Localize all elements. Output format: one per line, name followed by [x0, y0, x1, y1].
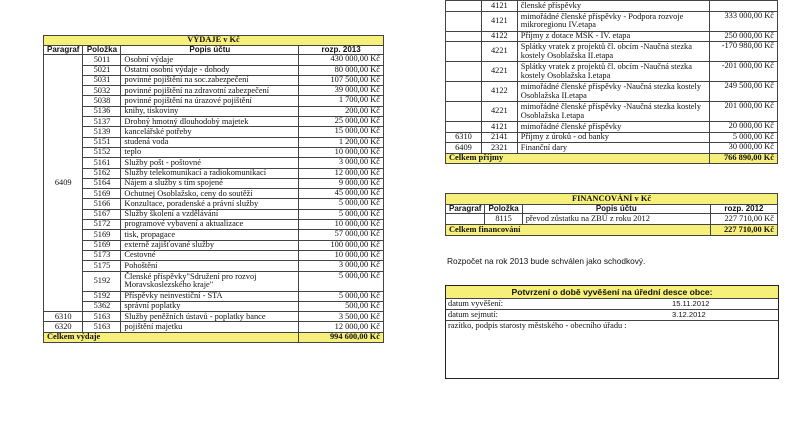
- table-row: [44, 291, 384, 301]
- expenses-total-label: Celkem výdaje: [44, 332, 299, 342]
- popis-cell: Služby peněžních ústavů - poplatky bance: [121, 312, 299, 322]
- popis-cell: Splátky vratek z projektů čl. obcím -Naučná stezka kostely Osoblažska I.etapa: [517, 62, 709, 82]
- popis-cell: programové vybavení a aktualizace: [121, 220, 299, 230]
- popis-cell: povinné pojištění na úrazové pojištění: [121, 96, 299, 106]
- popis-cell: Příjmy z úroků - od banky: [517, 132, 709, 143]
- castka-cell: 1 200,00 Kč: [299, 137, 384, 147]
- paragraf-cell: [446, 122, 482, 133]
- table-row: [44, 178, 384, 188]
- polozka-cell: 5163: [83, 312, 121, 322]
- polozka-cell: 2141: [481, 132, 517, 143]
- popis-cell: Služby telekomunikací a radiokomunikací: [121, 168, 299, 178]
- table-row: [44, 65, 384, 75]
- polozka-cell: 5137: [83, 117, 121, 127]
- castka-cell: 3 000,00 Kč: [299, 261, 384, 271]
- castka-cell: 3 000,00 Kč: [299, 158, 384, 168]
- castka-cell: 1 700,00 Kč: [299, 96, 384, 106]
- table-row: [446, 143, 778, 154]
- table-row: [446, 31, 778, 42]
- popis-cell: Ochutnej Osoblažsko, ceny do soutěží: [121, 189, 299, 199]
- table-row: [44, 322, 384, 332]
- polozka-cell: 5192: [83, 291, 121, 301]
- posting-date-posted: [446, 299, 778, 310]
- table-row: [446, 62, 778, 82]
- castka-cell: 15 000,00 Kč: [299, 127, 384, 137]
- polozka-cell: 5032: [83, 86, 121, 96]
- popis-cell: Nájem a služby s tím spojené: [121, 178, 299, 188]
- castka-cell: [710, 1, 778, 12]
- popis-cell: povinné pojištění na zdravotní zabezpečení: [121, 86, 299, 96]
- polozka-cell: 5167: [83, 209, 121, 219]
- polozka-cell: 4121: [481, 11, 517, 31]
- castka-cell: 200,00 Kč: [299, 106, 384, 116]
- posting-signature: [446, 321, 778, 331]
- polozka-cell: 4221: [481, 102, 517, 122]
- polozka-cell: 5166: [83, 199, 121, 209]
- financing-title: FINANCOVÁNÍ v Kč: [446, 194, 778, 205]
- castka-cell: 5 000,00 Kč: [710, 132, 778, 143]
- castka-cell: 430 000,00 Kč: [299, 55, 384, 65]
- table-row: [44, 250, 384, 260]
- castka-cell: -170 980,00 Kč: [710, 42, 778, 62]
- fin-paragraf: [446, 214, 485, 225]
- paragraf-cell: [446, 11, 482, 31]
- paragraf-cell: [446, 82, 482, 102]
- castka-cell: 5 000,00 Kč: [299, 199, 384, 209]
- table-row: [446, 122, 778, 133]
- popis-cell: Cestovné: [121, 250, 299, 260]
- popis-cell: Ostatní osobní výdaje - dohody: [121, 65, 299, 75]
- table-row: [44, 220, 384, 230]
- popis-cell: správní poplatky: [121, 301, 299, 311]
- castka-cell: 25 000,00 Kč: [299, 117, 384, 127]
- popis-cell: Splátky vratek z projektů čl. obcím -Naučná stezka kostely Osoblažska II.etapa: [517, 42, 709, 62]
- castka-cell: 100 000,00 Kč: [299, 240, 384, 250]
- popis-cell: mimořádné členské příspěvky -Naučná stezka kostely Osoblažska I.etapa: [517, 102, 709, 122]
- popis-cell: povinné pojištění na soc.zabezpečení: [121, 75, 299, 85]
- expenses-rows: [44, 55, 384, 332]
- paragraf-cell: 6409: [446, 143, 482, 154]
- popis-cell: mimořádné členské příspěvky: [517, 122, 709, 133]
- income-rows: [446, 1, 778, 154]
- polozka-cell: 5162: [83, 168, 121, 178]
- fin-popis: převod zůstatku na ZBÚ z roku 2012: [522, 214, 710, 225]
- table-row: [44, 189, 384, 199]
- fin-header-polozka: Položka: [485, 205, 522, 214]
- expenses-table: [43, 35, 384, 343]
- castka-cell: 80 000,00 Kč: [299, 65, 384, 75]
- castka-cell: 249 500,00 Kč: [710, 82, 778, 102]
- polozka-cell: 4221: [481, 62, 517, 82]
- castka-cell: -201 000,00 Kč: [710, 62, 778, 82]
- popis-cell: knihy, tiskoviny: [121, 106, 299, 116]
- popis-cell: Osobní výdaje: [121, 55, 299, 65]
- table-row: [44, 209, 384, 219]
- castka-cell: 5 000,00 Kč: [299, 209, 384, 219]
- table-row: [44, 168, 384, 178]
- castka-cell: 333 000,00 Kč: [710, 11, 778, 31]
- castka-cell: 20 000,00 Kč: [710, 122, 778, 133]
- polozka-cell: 5164: [83, 178, 121, 188]
- fin-header-popis: Popis účtu: [522, 205, 710, 214]
- removed-label: datum sejmutí:: [448, 310, 499, 319]
- table-row: [44, 106, 384, 116]
- financing-total-value: 227 710,00 Kč: [710, 225, 777, 236]
- table-row: [446, 132, 778, 143]
- popis-cell: Služby školení a vzdělávání: [121, 209, 299, 219]
- expenses-total-value: 994 600,00 Kč: [299, 332, 384, 342]
- popis-cell: externě zajišťované služby: [121, 240, 299, 250]
- paragraf-cell: [446, 1, 482, 12]
- castka-cell: 45 000,00 Kč: [299, 189, 384, 199]
- popis-cell: Drobný hmotný dlouhodobý majetek: [121, 117, 299, 127]
- polozka-cell: 4221: [481, 42, 517, 62]
- signature-label: razítko, podpis starosty městského - obecního úřadu :: [448, 321, 627, 330]
- polozka-cell: 5169: [83, 189, 121, 199]
- table-row: [44, 158, 384, 168]
- popis-cell: Příspěvky neinvestiční - STA: [121, 291, 299, 301]
- table-row: [44, 86, 384, 96]
- table-row: [44, 55, 384, 65]
- table-row: [44, 312, 384, 322]
- header-paragraf: Paragraf: [44, 46, 83, 55]
- polozka-cell: 5136: [83, 106, 121, 116]
- polozka-cell: 5169: [83, 240, 121, 250]
- polozka-cell: 5192: [83, 271, 121, 291]
- table-row: [44, 117, 384, 127]
- income-total-value: 766 890,00 Kč: [710, 153, 778, 164]
- paragraf-cell: [446, 62, 482, 82]
- posting-title: Potvrzení o době vyvěšení na úřední desce obce:: [446, 286, 778, 299]
- polozka-cell: 5173: [83, 250, 121, 260]
- polozka-cell: 5011: [83, 55, 121, 65]
- table-row: [446, 214, 778, 225]
- posted-value: 15.11.2012: [672, 299, 710, 308]
- popis-cell: Příjmy z dotace MSK - IV. etapa: [517, 31, 709, 42]
- popis-cell: mimořádné členské příspěvky - Podpora rozvoje mikroregionu IV.etapa: [517, 11, 709, 31]
- table-row: [44, 96, 384, 106]
- table-row: [44, 240, 384, 250]
- polozka-cell: 5021: [83, 65, 121, 75]
- popis-cell: mimořádné členské příspěvky -Naučná stezka kostely Osoblažska II.etapa: [517, 82, 709, 102]
- polozka-cell: 5175: [83, 261, 121, 271]
- polozka-cell: 4122: [481, 31, 517, 42]
- castka-cell: 10 000,00 Kč: [299, 250, 384, 260]
- posting-date-removed: [446, 310, 778, 321]
- income-total-label: Celkem příjmy: [446, 153, 710, 164]
- castka-cell: 10 000,00 Kč: [299, 147, 384, 157]
- table-row: [44, 75, 384, 85]
- popis-cell: studená voda: [121, 137, 299, 147]
- castka-cell: 12 000,00 Kč: [299, 168, 384, 178]
- polozka-cell: 5139: [83, 127, 121, 137]
- fin-header-rozp: rozp. 2012: [710, 205, 777, 214]
- popis-cell: tisk, propagace: [121, 230, 299, 240]
- table-row: [44, 230, 384, 240]
- polozka-cell: 5151: [83, 137, 121, 147]
- table-row: [44, 261, 384, 271]
- removed-value: 3.12.2012: [672, 310, 706, 319]
- table-row: [44, 147, 384, 157]
- castka-cell: 10 000,00 Kč: [299, 220, 384, 230]
- castka-cell: 3 500,00 Kč: [299, 312, 384, 322]
- popis-cell: Služby pošt - poštovné: [121, 158, 299, 168]
- polozka-cell: 5169: [83, 230, 121, 240]
- castka-cell: 107 500,00 Kč: [299, 75, 384, 85]
- castka-cell: 500,00 Kč: [299, 301, 384, 311]
- popis-cell: kancelářské potřeby: [121, 127, 299, 137]
- polozka-cell: 2321: [481, 143, 517, 154]
- polozka-cell: 5031: [83, 75, 121, 85]
- castka-cell: 57 000,00 Kč: [299, 230, 384, 240]
- paragraf-cell: 6320: [44, 322, 83, 332]
- polozka-cell: 4122: [481, 82, 517, 102]
- table-row: [44, 127, 384, 137]
- table-row: [446, 42, 778, 62]
- popis-cell: Pohoštění: [121, 261, 299, 271]
- header-polozka: Položka: [83, 46, 121, 55]
- income-table: [445, 0, 778, 164]
- paragraf-cell: [446, 102, 482, 122]
- posted-label: datum vyvěšení:: [448, 299, 504, 308]
- castka-cell: 9 000,00 Kč: [299, 178, 384, 188]
- polozka-cell: 4121: [481, 1, 517, 12]
- castka-cell: 250 000,00 Kč: [710, 31, 778, 42]
- castka-cell: 30 000,00 Kč: [710, 143, 778, 154]
- polozka-cell: 5152: [83, 147, 121, 157]
- paragraf-cell: [446, 31, 482, 42]
- popis-cell: teplo: [121, 147, 299, 157]
- popis-cell: Finanční dary: [517, 143, 709, 154]
- deficit-note: Rozpočet na rok 2013 bude schválen jako schodkový.: [447, 256, 646, 266]
- table-row: [446, 82, 778, 102]
- polozka-cell: 5161: [83, 158, 121, 168]
- polozka-cell: 5163: [83, 322, 121, 332]
- castka-cell: 5 000,00 Kč: [299, 291, 384, 301]
- header-rozp: rozp. 2013: [299, 46, 384, 55]
- popis-cell: pojištění majetku: [121, 322, 299, 332]
- table-row: [446, 102, 778, 122]
- financing-total-label: Celkem financování: [446, 225, 711, 236]
- fin-castka: 227 710,00 Kč: [710, 214, 777, 225]
- paragraf-cell: [446, 42, 482, 62]
- castka-cell: 39 000,00 Kč: [299, 86, 384, 96]
- table-row: [44, 137, 384, 147]
- table-row: [44, 199, 384, 209]
- popis-cell: Členské příspěvky"Sdružení pro rozvoj Moravskoslezského kraje": [121, 271, 299, 291]
- fin-header-paragraf: Paragraf: [446, 205, 485, 214]
- paragraf-cell: 6409: [44, 55, 83, 312]
- castka-cell: 12 000,00 Kč: [299, 322, 384, 332]
- header-popis: Popis účtu: [121, 46, 299, 55]
- polozka-cell: 5362: [83, 301, 121, 311]
- fin-polozka: 8115: [485, 214, 522, 225]
- paragraf-cell: 6310: [44, 312, 83, 322]
- castka-cell: 5 000,00 Kč: [299, 271, 384, 291]
- expenses-title: VÝDAJE v Kč: [44, 36, 384, 46]
- popis-cell: členské příspěvky: [517, 1, 709, 12]
- table-row: [446, 1, 778, 12]
- table-row: [446, 11, 778, 31]
- polozka-cell: 5172: [83, 220, 121, 230]
- financing-table: [445, 193, 778, 236]
- popis-cell: Konzultace, poradenské a právní služby: [121, 199, 299, 209]
- table-row: [44, 271, 384, 291]
- polozka-cell: 4121: [481, 122, 517, 133]
- paragraf-cell: 6310: [446, 132, 482, 143]
- posting-box: [445, 285, 779, 379]
- polozka-cell: 5038: [83, 96, 121, 106]
- table-row: [44, 301, 384, 311]
- castka-cell: 201 000,00 Kč: [710, 102, 778, 122]
